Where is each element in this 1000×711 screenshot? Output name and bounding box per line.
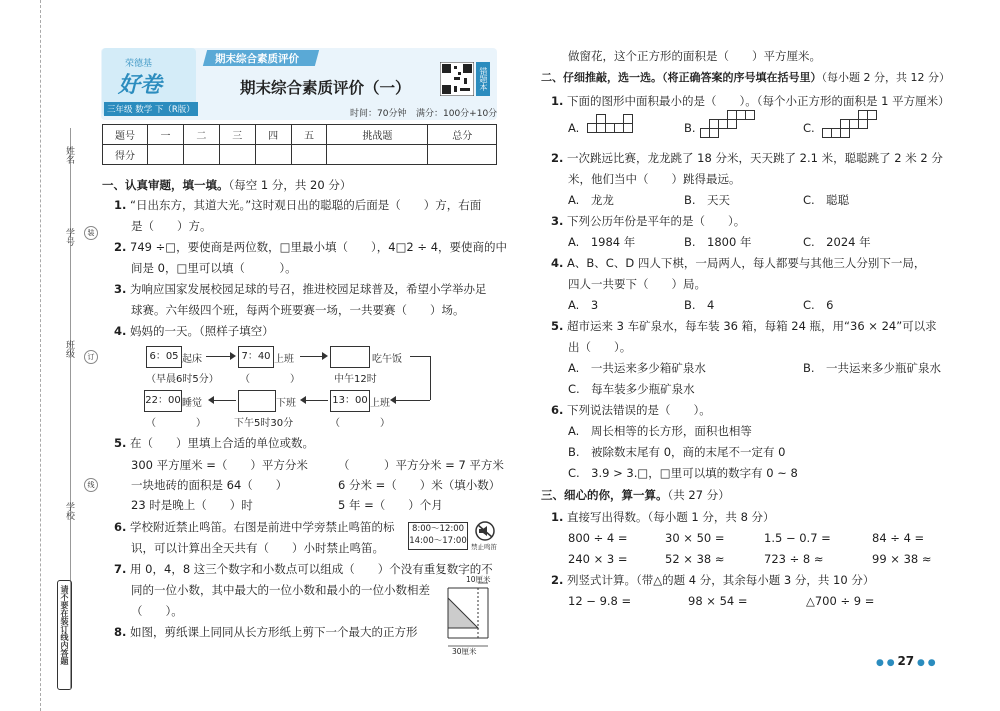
score-input[interactable] <box>183 145 219 165</box>
score-input[interactable] <box>255 145 291 165</box>
arrowhead-right-icon <box>322 352 328 360</box>
timeline-box-6: 13：00 <box>330 390 370 412</box>
timeline-label-5: 下班 <box>276 398 296 409</box>
timeline-box-2: 7：40 <box>238 346 274 368</box>
s2-q3-option-b[interactable]: B. 1800 年 <box>684 235 752 249</box>
bind-char-3: 线 <box>84 478 98 492</box>
timeline-note-4[interactable]: （ ） <box>146 418 206 429</box>
timeline-note-3: 中午12时 <box>334 374 377 385</box>
q7-line2: 同的一位小数，其中最大的一位小数和最小的一位小数相差 <box>131 583 430 597</box>
score-cell: 五 <box>291 125 327 145</box>
timeline-label-4: 睡觉 <box>182 398 202 409</box>
calc-item[interactable]: 30 × 50 = <box>665 531 725 545</box>
s2-q4-option-a[interactable]: A. 3 <box>568 298 599 312</box>
page-number-area <box>876 654 936 668</box>
q5-item: 5 年 =（ ）个月 <box>338 498 443 512</box>
s2-q1-option-b[interactable]: B. <box>684 121 696 135</box>
score-input[interactable] <box>219 145 255 165</box>
q5-item: 一块地砖的面积是 64（ ） <box>131 478 288 492</box>
q4-line: 4. 妈妈的一天。（照样子填空） <box>114 324 274 338</box>
grid-square <box>745 110 755 120</box>
timeline-arrow <box>306 400 328 401</box>
q5-item: 23 时是晚上（ ）时 <box>131 498 253 512</box>
q1-line2: 是（ ）方。 <box>131 219 212 233</box>
q5-item: 300 平方厘米 =（ ）平方分米 <box>131 458 308 472</box>
q5-item: （ ）平方分米 = 7 平方米 <box>338 458 504 472</box>
q6-time-sign: 8:00～12:00 14:00～17:00 <box>408 522 468 550</box>
calc-item[interactable]: 84 ÷ 4 = <box>872 531 925 545</box>
grid-square <box>596 114 606 124</box>
timeline-label-3: 吃午饭 <box>372 354 402 365</box>
q3-line1: 3. 为响应国家发展校园足球的号召，推进校园足球普及，希望小学举办足 <box>114 282 487 296</box>
grade-tag: 三年级 数学 下（R版） <box>104 102 198 116</box>
arrowhead-left-icon <box>208 396 214 404</box>
margin-class-label: 班级 <box>64 340 74 358</box>
calc-item[interactable]: 1.5 − 0.7 = <box>764 531 831 545</box>
q8-top-label: 10厘米 <box>466 575 491 584</box>
s2-q2-option-b[interactable]: B. 天天 <box>684 193 731 207</box>
q8-continuation: 做窗花，这个正方形的面积是（ ）平方厘米。 <box>568 49 821 63</box>
s2-q3-option-c[interactable]: C. 2024 年 <box>803 235 871 249</box>
score-input[interactable] <box>327 145 428 165</box>
grid-square <box>623 123 633 133</box>
margin-note: 请不要在装订线内答题 <box>60 585 69 665</box>
score-cell: 挑战题 <box>327 125 428 145</box>
score-input[interactable] <box>428 145 497 165</box>
time-label: 时间：70分钟 <box>350 109 407 119</box>
q7-line1: 7. 用 0，4，8 这三个数字和小数点可以组成（ ）个没有重复数字的不 <box>114 562 493 576</box>
section3-heading: 三、细心的你，算一算。（共 27 分） <box>541 488 730 502</box>
section1-heading: 一、认真审题，填一填。（每空 1 分，共 20 分） <box>102 178 352 192</box>
s2-q1-line: 1. 下面的图形中面积最小的是（ ）。（每个小正方形的面积是 1 平方厘米） <box>551 94 950 108</box>
timeline-box-5-blank[interactable] <box>238 390 276 412</box>
s2-q6-option-c[interactable]: C. 3.9 > 3.□，□里可以填的数字有 0 ~ 8 <box>568 466 798 480</box>
score-label: 满分：100分+10分 <box>416 109 498 119</box>
s2-q3-line: 3. 下列公历年份是平年的是（ ）。 <box>551 214 746 228</box>
grid-square <box>709 128 719 138</box>
grid-square <box>727 119 737 129</box>
q5-line: 5. 在（ ）里填上合适的单位或数。 <box>114 436 315 450</box>
calc-item[interactable]: 723 ÷ 8 ≈ <box>764 552 824 566</box>
binding-line <box>40 0 41 711</box>
score-table-row <box>103 145 497 165</box>
s2-q2-option-a[interactable]: A. 龙龙 <box>568 193 614 207</box>
q2-line2: 间是 0，□里可以填（ ）。 <box>131 261 297 275</box>
q3-line2: 球赛。六年级四个班，每两个班要赛一场，一共要赛（ ）场。 <box>131 303 465 317</box>
side-tag: 错题本 <box>476 62 490 96</box>
brand-logo: 好卷 <box>118 73 163 98</box>
score-table <box>102 124 497 165</box>
qr-code-icon[interactable] <box>440 62 474 96</box>
q5-item: 6 分米 =（ ）米（填小数） <box>338 478 501 492</box>
s2-q1-option-c[interactable]: C. <box>803 121 815 135</box>
timeline-arrow <box>300 356 322 357</box>
s2-q5-line1: 5. 超市运来 3 车矿泉水，每车装 36 箱，每箱 24 瓶，用“36 × 24”可以求 <box>551 319 937 333</box>
s2-q6-option-b[interactable]: B. 被除数末尾有 0，商的末尾不一定有 0 <box>568 445 786 459</box>
timeline-note-1: （早晨6时5分） <box>146 374 219 385</box>
q8-line1: 8. 如图，剪纸课上同同从长方形纸上剪下一个最大的正方形 <box>114 625 418 639</box>
s2-q4-option-c[interactable]: C. 6 <box>803 298 834 312</box>
timeline-note-5: 下午5时30分 <box>234 418 294 429</box>
timeline-connector <box>430 356 431 400</box>
s2-q5-option-a[interactable]: A. 一共运来多少箱矿泉水 <box>568 361 706 375</box>
section2-heading: 二、仔细推敲，选一选。（将正确答案的序号填在括号里）（每小题 2 分，共 12 分） <box>541 71 950 84</box>
score-cell: 四 <box>255 125 291 145</box>
s2-q5-option-c[interactable]: C. 每车装多少瓶矿泉水 <box>568 382 695 396</box>
s2-q1-option-a[interactable]: A. <box>568 121 580 135</box>
timeline-note-2[interactable]: （ ） <box>240 374 300 385</box>
page-title: 期末综合素质评价（一） <box>240 79 411 97</box>
margin-note-box <box>57 580 72 690</box>
timeline-arrow <box>214 400 236 401</box>
margin-name-label: 姓名 <box>64 146 74 164</box>
s2-q3-option-a[interactable]: A. 1984 年 <box>568 235 636 249</box>
timeline-connector <box>396 400 430 401</box>
s2-q2-line2: 米，他们当中（ ）跳得最远。 <box>568 172 741 186</box>
brand-name: 荣德基 <box>125 59 153 69</box>
s2-q4-option-b[interactable]: B. 4 <box>684 298 715 312</box>
s2-q4-line1: 4. A、B、C、D 四人下棋，一局两人，每人都要与其他三人分别下一局， <box>551 256 926 270</box>
score-input[interactable] <box>148 145 184 165</box>
calc-item[interactable]: 99 × 38 ≈ <box>872 552 932 566</box>
arrowhead-left-icon <box>300 396 306 404</box>
s3-q2-line: 2. 列竖式计算。（带△的题 4 分，其余每小题 3 分，共 10 分） <box>551 573 875 587</box>
s3-q1-line: 1. 直接写出得数。（每小题 1 分，共 8 分） <box>551 510 775 524</box>
timeline-box-4: 22：00 <box>144 390 182 412</box>
score-input[interactable] <box>291 145 327 165</box>
grid-square <box>858 119 868 129</box>
s2-q6-option-a[interactable]: A. 周长相等的长方形，面积也相等 <box>568 424 752 438</box>
banner-text: 期末综合素质评价 <box>215 53 299 65</box>
q8-bottom-label: 30厘米 <box>452 647 477 656</box>
margin-school-label: 学校 <box>64 502 74 520</box>
timeline-connector <box>410 356 430 357</box>
score-cell: 得分 <box>103 145 148 165</box>
score-cell: 三 <box>219 125 255 145</box>
q7-line3: （ ）。 <box>131 604 183 618</box>
grid-square <box>840 128 850 138</box>
score-table-header-row <box>103 125 497 145</box>
no-horn-label: 禁止鸣笛 <box>471 543 497 551</box>
vertical-calc-item[interactable]: △700 ÷ 9 = <box>806 594 875 608</box>
dots-icon: ● ● <box>914 658 936 668</box>
margin-student-id-label: 学号 <box>64 228 74 246</box>
grid-square <box>623 114 633 124</box>
calc-item[interactable]: 800 ÷ 4 = <box>568 531 628 545</box>
timeline-arrow <box>206 356 230 357</box>
q2-line1: 2. 749 ÷□，要使商是两位数，□里最小填（ ），4□2 ÷ 4，要使商的中 <box>114 240 508 254</box>
timeline-label-2: 上班 <box>274 354 294 365</box>
vertical-calc-item[interactable]: 98 × 54 = <box>688 594 748 608</box>
grid-square <box>867 110 877 120</box>
score-cell: 总分 <box>428 125 497 145</box>
s2-q5-option-b[interactable]: B. 一共运来多少瓶矿泉水 <box>803 361 942 375</box>
score-cell: 一 <box>148 125 184 145</box>
vertical-calc-item[interactable]: 12 − 9.8 = <box>568 594 632 608</box>
arrowhead-right-icon <box>230 352 236 360</box>
calc-item[interactable]: 52 × 38 ≈ <box>665 552 725 566</box>
bind-char-1: 装 <box>84 226 98 240</box>
page-number: 27 <box>897 654 915 668</box>
s2-q2-line1: 2. 一次跳远比赛，龙龙跳了 18 分米，天天跳了 2.1 米，聪聪跳了 2 米 2 分 <box>551 151 943 165</box>
q6-line2: 识，可以计算出全天共有（ ）小时禁止鸣笛。 <box>131 541 384 555</box>
s2-q5-line2: 出（ ）。 <box>568 340 632 354</box>
timeline-label-1: 起床 <box>182 354 202 365</box>
timeline-label-6: 上班 <box>370 398 390 409</box>
score-cell: 二 <box>183 125 219 145</box>
timeline-box-1: 6：05 <box>146 346 182 368</box>
dots-icon: ● ● <box>876 658 898 668</box>
arrowhead-left-icon <box>390 396 396 404</box>
q6-line1: 6. 学校附近禁止鸣笛。右图是前进中学旁禁止鸣笛的标 <box>114 520 395 534</box>
q8-figure <box>440 582 500 654</box>
no-horn-icon <box>474 521 496 541</box>
calc-item[interactable]: 240 × 3 = <box>568 552 628 566</box>
timeline-note-6[interactable]: （ ） <box>330 418 390 429</box>
s2-q6-line: 6. 下列说法错误的是（ ）。 <box>551 403 711 417</box>
bind-char-2: 订 <box>84 350 98 364</box>
s2-q2-option-c[interactable]: C. 聪聪 <box>803 193 850 207</box>
timeline-box-3-blank[interactable] <box>330 346 370 368</box>
q1-line1: 1. “日出东方，其道大光。”这时观日出的聪聪的后面是（ ）方，右面 <box>114 198 482 212</box>
score-cell: 题号 <box>103 125 148 145</box>
s2-q4-line2: 四人一共要下（ ）局。 <box>568 277 706 291</box>
